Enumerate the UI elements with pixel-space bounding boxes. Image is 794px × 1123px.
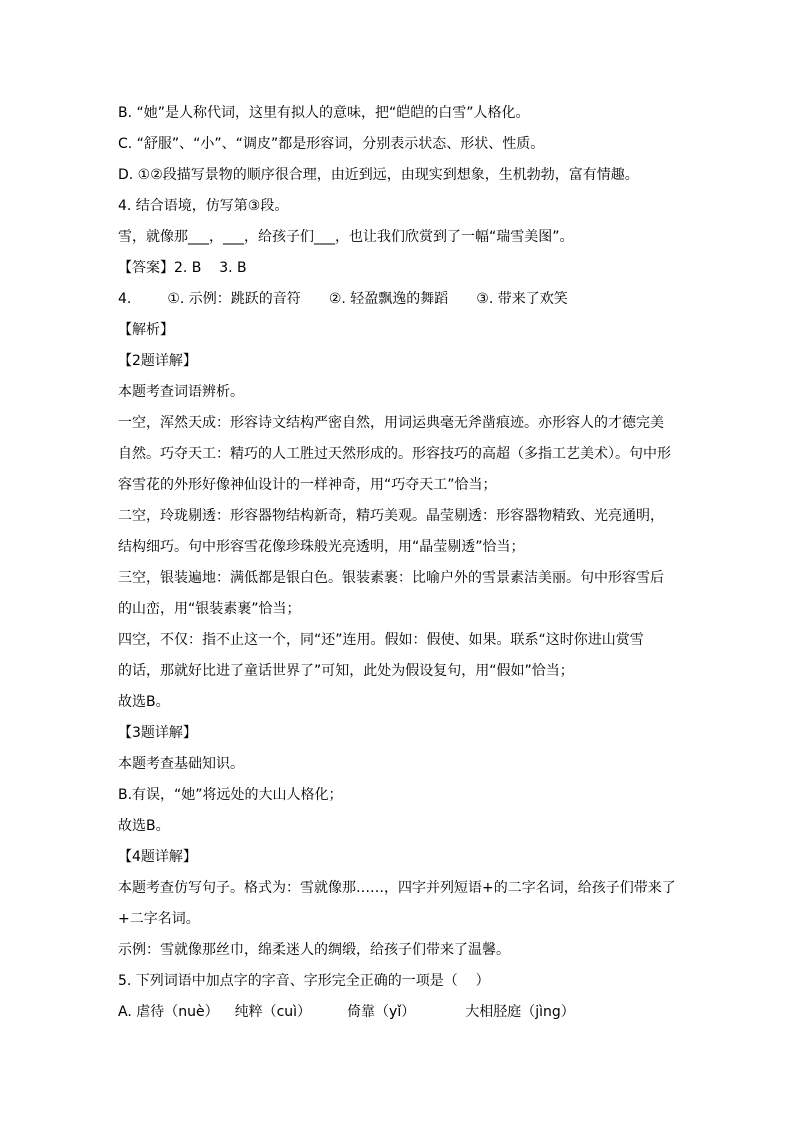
answer-4 — [118, 288, 688, 319]
paragraph-line: +二字名词。 — [118, 911, 200, 927]
paragraph-line: 的话，那就好比进了童话世界了”可知，此处为假设复句，用“假如”恰当； — [118, 663, 574, 679]
paragraph-line: 示例：雪就像那丝巾，绵柔迷人的绸缎，给孩子们带来了温馨。 — [118, 942, 510, 958]
q3-heading: 【3题详解】 — [118, 725, 197, 741]
paragraph-line: 故选B。 — [118, 818, 170, 834]
option-c: C. “舒服”、“小”、“调皮”都是形容词，分别表示状态、形状、性质。 — [118, 136, 545, 152]
answer-4-part-3: ③. 带来了欢笑 — [476, 291, 568, 307]
q4-heading: 【4题详解】 — [118, 849, 197, 865]
paragraph-line: 本题考查词语辨析。 — [118, 384, 244, 400]
paragraph-line: 故选B。 — [118, 694, 170, 710]
question-5: 5. 下列词语中加点字的字音、字形完全正确的一项是（ ） — [118, 973, 490, 989]
answer-4-part-1: ①. 示例：跳跃的音符 — [167, 291, 301, 307]
answer-4-part-2: ②. 轻盈飘逸的舞蹈 — [328, 291, 449, 307]
paragraph-line: 一空，浑然天成：形容诗文结构严密自然，用词运典毫无斧凿痕迹。亦形容人的才德完美 — [118, 415, 664, 431]
paragraph-line: 三空，银装遍地：满低都是银白色。银装素裹：比喻户外的雪景素洁美丽。句中形容雪后 — [118, 570, 664, 586]
option-b: B. “她”是人称代词，这里有拟人的意味，把“皑皑的白雪”人格化。 — [118, 105, 530, 121]
paragraph-line: 四空，不仅：指不止这一个，同“还”连用。假如：假使、如果。联系“这时你进山赏雪 — [118, 632, 644, 648]
analysis-heading: 【解析】 — [118, 322, 174, 338]
paragraph-line: 结构细巧。句中形容雪花像珍珠般光亮透明，用“晶莹剔透”恰当； — [118, 539, 525, 555]
paragraph-line: B.有误，“她”将远处的大山人格化； — [118, 787, 343, 803]
option-a-word-3: 倚靠（yǐ） — [347, 1004, 416, 1020]
question-4: 4. 结合语境，仿写第③段。 — [118, 198, 289, 214]
paragraph-line: 本题考查仿写句子。格式为：雪就像那……，四字并列短语+的二字名词，给孩子们带来了 — [118, 880, 676, 896]
question-4-template: 雪，就像那___，___，给孩子们___，也让我们欣赏到了一幅“瑞雪美图”。 — [118, 229, 574, 245]
paragraph-line: 二空，玲珑剔透：形容器物结构新奇，精巧美观。晶莹剔透：形容器物精致、光亮通明， — [118, 508, 664, 524]
option-a-word-1: A. 虐待（nuè） — [118, 1004, 219, 1020]
option-a-word-2: 纯粹（cuì） — [234, 1004, 312, 1020]
paragraph-line: 的山峦，用“银装素裹”恰当； — [118, 601, 301, 617]
question-5-option-a — [118, 1001, 688, 1032]
q2-heading: 【2题详解】 — [118, 353, 197, 369]
answer-4-num: 4. — [118, 291, 132, 307]
document-page — [118, 102, 688, 1032]
option-d: D. ①②段描写景物的顺序很合理，由近到远，由现实到想象，生机勃勃，富有情趣。 — [118, 167, 639, 183]
answer-line: 【答案】2. B 3. B — [118, 260, 247, 276]
paragraph-line: 本题考查基础知识。 — [118, 756, 244, 772]
paragraph-line: 自然。巧夺天工：精巧的人工胜过天然形成的。形容技巧的高超（多指工艺美术）。句中形 — [118, 446, 671, 462]
paragraph-line: 容雪花的外形好像神仙设计的一样神奇，用“巧夺天工”恰当； — [118, 477, 497, 493]
option-a-word-4: 大相胫庭（jìng） — [465, 1004, 575, 1020]
